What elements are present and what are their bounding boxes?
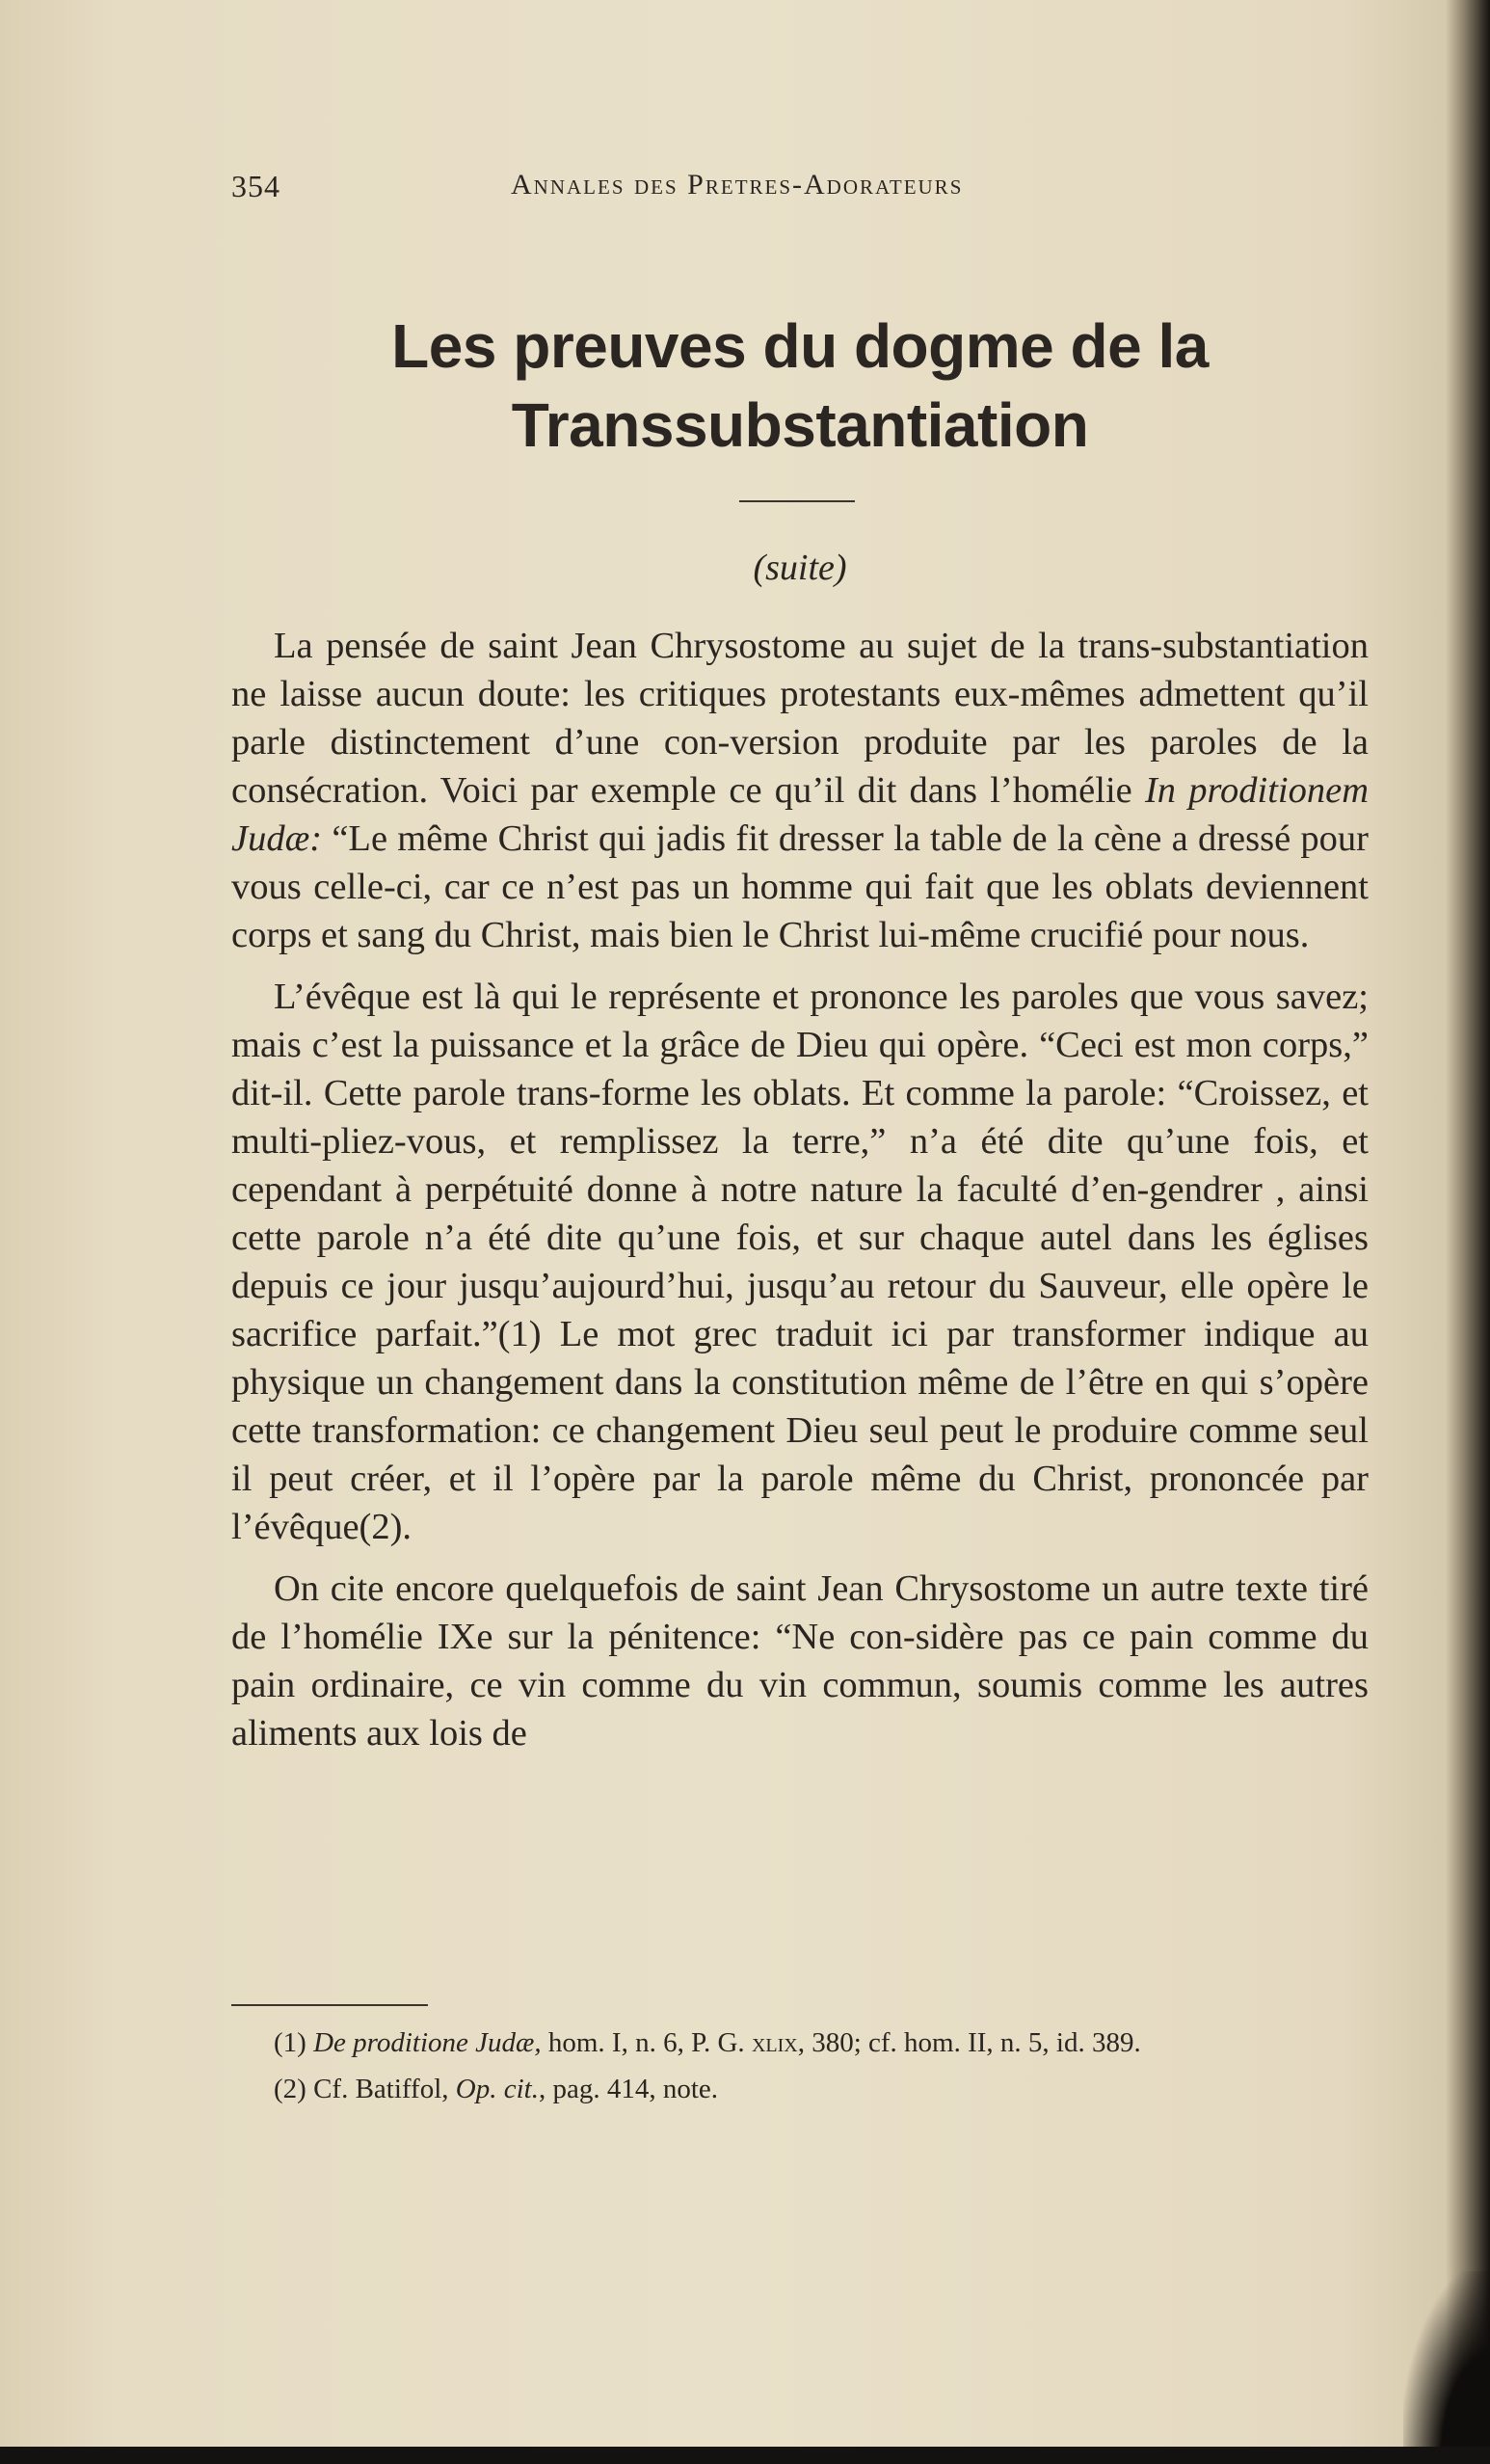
- footnote-1-smallcaps: xlix: [751, 2027, 798, 2058]
- footnote-1-italic: De proditione Judæ,: [313, 2027, 542, 2058]
- paragraph-1-text-a: La pensée de saint Jean Chrysostome au sujet de la trans-substantiation ne laisse aucun doute: les critiques protestants eux-mêmes admettent qu’il parle distinctement d’une con-version produite par les paroles de la consécration. Voici par exemple ce qu’il dit dans l’homélie: [231, 626, 1369, 811]
- page-corner-shadow: [1403, 2271, 1490, 2464]
- footnote-2-text-b: , pag. 414, note.: [538, 2074, 719, 2104]
- footnote-2-italic: Op. cit.: [455, 2074, 539, 2104]
- running-head: [231, 169, 1369, 217]
- footnotes: [231, 2024, 1369, 2117]
- paragraph-1: [231, 622, 1369, 959]
- page-number: 354: [231, 169, 280, 203]
- running-title: Annales des Pretres-Adorateurs: [511, 169, 964, 201]
- footnote-1: [231, 2024, 1369, 2061]
- article-title-line-1: Les preuves du dogme de la: [391, 311, 1209, 381]
- page-bottom-edge: [0, 2447, 1490, 2464]
- paragraph-1-italic-title: In proditionem Judæ:: [231, 770, 1369, 859]
- footnote-2-text-a: Cf. Batiffol,: [306, 2074, 456, 2104]
- page-edge-shadow: [1446, 0, 1490, 2464]
- footnote-divider: [231, 2004, 428, 2006]
- footnote-1-text-a: hom. I, n. 6, P. G.: [541, 2027, 752, 2058]
- footnote-1-text-b: , 380; cf. hom. II, n. 5, id. 389.: [797, 2027, 1141, 2058]
- article-title: [231, 307, 1369, 465]
- footnote-1-marker: (1): [274, 2027, 306, 2058]
- article-body: [231, 622, 1369, 1771]
- footnote-2: [231, 2071, 1369, 2107]
- article-title-line-2: Transsubstantiation: [511, 390, 1089, 460]
- paragraph-2: L’évêque est là qui le représente et prononce les paroles que vous savez; mais c’est la puissance et la grâce de Dieu qui opère. “Ceci est mon corps,” dit-il. Cette parole trans-forme les oblats. Et comme la parole: “Croissez, et multi-pliez-vous, et remplissez la terre,” n’a été dite qu’une fois, et cependant à perpétuité donne à notre nature la faculté d’en-gendrer , ainsi cette parole n’a été dite qu’une fois, et sur chaque autel dans les églises depuis ce jour jusqu’aujourd’hui, jusqu’au retour du Sauveur, elle opère le sacrifice parfait.”(1) Le mot grec traduit ici par transformer indique au physique un changement dans la constitution même de l’être en qui s’opère cette transformation: ce changement Dieu seul peut le produire comme seul il peut créer, et il l’opère par la parole même du Christ, prononcée par l’évêque(2).: [231, 977, 1369, 1547]
- footnote-2-marker: (2): [274, 2074, 306, 2104]
- paragraph-3: On cite encore quelquefois de saint Jean Chrysostome un autre texte tiré de l’homélie IXe sur la pénitence: “Ne con-sidère pas ce pain comme du pain ordinaire, ce vin comme du vin commun, soumis comme les autres aliments aux lois de: [231, 1568, 1369, 1754]
- paragraph-1-text-b: “Le même Christ qui jadis fit dresser la table de la cène a dressé pour vous celle-ci, car ce n’est pas un homme qui fait que les oblats deviennent corps et sang du Christ, mais bien le Christ lui-même crucifié pour nous.: [231, 818, 1369, 955]
- article-subtitle: (suite): [753, 548, 847, 588]
- title-divider: [739, 500, 855, 502]
